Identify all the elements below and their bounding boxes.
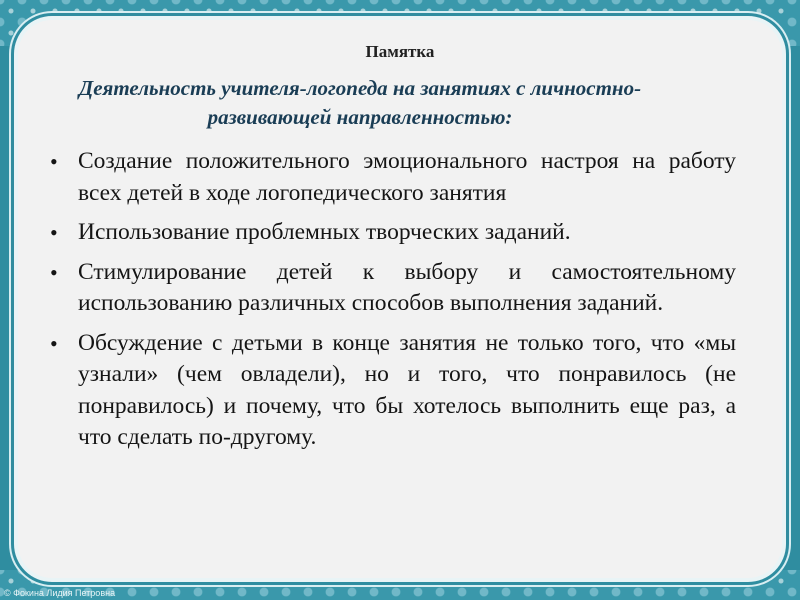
list-item [46, 328, 736, 454]
list-item-text: Стимулирование детей к выбору и самостоятельному использованию различных способов выполнения заданий. [78, 258, 736, 316]
list-item [46, 146, 736, 209]
bullet-icon: • [50, 330, 58, 356]
slide-heading: Памятка [365, 42, 435, 61]
list-item-text: Создание положительного эмоционального настроя на работу всех детей в ходе логопедического занятия [78, 148, 736, 206]
bullet-list [46, 146, 736, 462]
list-item [46, 257, 736, 320]
slide-subtitle: Деятельность учителя-логопеда на занятиях с личностно-развивающей направленностью: [78, 76, 642, 129]
bullet-icon: • [50, 259, 58, 285]
author-credit: © Фокина Лидия Петровна [4, 588, 116, 598]
bullet-icon: • [50, 220, 58, 245]
bullet-icon: • [50, 149, 58, 174]
list-item-text: Использование проблемных творческих заданий. [78, 219, 571, 245]
list-item-text: Обсуждение с детьми в конце занятия не только того, что «мы узнали» (чем овладели), но и того, что понравилось (не понравилось) и почему, что бы хотелось выполнить еще раз, а что сделать по-другому. [78, 329, 736, 450]
list-item [46, 217, 736, 249]
